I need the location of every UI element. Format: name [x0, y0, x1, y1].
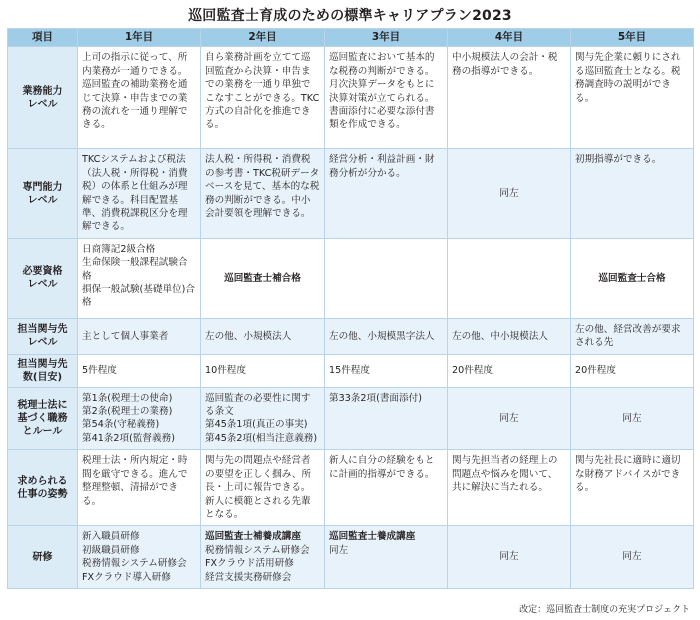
table-cell: 経営分析・利益計画・財務分析が分かる。	[325, 149, 448, 238]
column-header-year5: 5年目	[571, 29, 694, 47]
column-header-item: 項目	[8, 29, 78, 47]
row-label-work-attitude: 求められる 仕事の姿勢	[8, 450, 78, 526]
row-label-business-skill: 業務能力 レベル	[8, 47, 78, 149]
table-cell: 巡回監査士合格	[571, 238, 694, 318]
table-cell: 中小規模法人の会計・税務の指導ができる。	[448, 47, 571, 149]
header-row	[8, 29, 694, 47]
table-cell: 巡回監査士補養成講座 税務情報システム研修会 FXクラウド活用研修 経営支援実務研修会	[201, 526, 325, 589]
table-cell: 関与先社長に適時に適切な財務アドバイスができる。	[571, 450, 694, 526]
table-cell: 新入職員研修 初級職員研修 税務情報システム研修会 FXクラウド導入研修	[78, 526, 201, 589]
table-cell: 同左	[448, 387, 571, 450]
table-cell: 初期指導ができる。	[571, 149, 694, 238]
table-cell: 20件程度	[448, 354, 571, 387]
table-row-work-attitude	[8, 450, 694, 526]
row-label-tax-law-rules: 税理士法に 基づく職務 とルール	[8, 387, 78, 450]
table-row-client-count	[8, 354, 694, 387]
table-cell: 左の他、小規模黒字法人	[325, 318, 448, 354]
table-cell	[448, 238, 571, 318]
table-cell: 税理士法・所内規定・時間を厳守できる。進んで整理整頓、清掃ができる。	[78, 450, 201, 526]
table-cell: 左の他、中小規模法人	[448, 318, 571, 354]
column-header-year4: 4年目	[448, 29, 571, 47]
column-header-year1: 1年目	[78, 29, 201, 47]
table-cell: 自ら業務計画を立てて巡回監査から決算・申告までの業務を一通り単独でこなすことができる。TKC方式の自計化を推進できる。	[201, 47, 325, 149]
table-cell	[325, 238, 448, 318]
table-cell: 巡回監査士補合格	[201, 238, 325, 318]
table-cell: 主として個人事業者	[78, 318, 201, 354]
source-note: 改定：巡回監査士制度の充実プロジェクト	[519, 605, 690, 615]
table-cell: 20件程度	[571, 354, 694, 387]
table-row-expertise	[8, 149, 694, 238]
table-cell: 同左	[448, 526, 571, 589]
table-cell: 新人に自分の経験をもとに計画的指導ができる。	[325, 450, 448, 526]
table-cell: 第1条(税理士の使命) 第2条(税理士の業務) 第54条(守秘義務) 第41条2項(監督義務)	[78, 387, 201, 450]
career-plan-table	[7, 28, 694, 589]
table-cell: 10件程度	[201, 354, 325, 387]
table-cell: 巡回監査において基本的な税務の判断ができる。月次決算データをもとに決算対策が立てられる。書面添付に必要な添付書類を作成できる。	[325, 47, 448, 149]
table-cell: 5件程度	[78, 354, 201, 387]
table-cell: 左の他、小規模法人	[201, 318, 325, 354]
table-cell: 上司の指示に従って、所内業務が一通りできる。巡回監査の補助業務を通じて決算・申告までの業務の流れを一通り理解できる。	[78, 47, 201, 149]
row-label-training: 研修	[8, 526, 78, 589]
column-header-year2: 2年目	[201, 29, 325, 47]
column-header-year3: 3年目	[325, 29, 448, 47]
table-cell: 関与先の問題点や経営者の要望を正しく掴み、所長・上司に報告できる。新人に模範とされる先輩となる。	[201, 450, 325, 526]
table-cell: 関与先企業に頼りにされる巡回監査士となる。税務調査時の説明ができる。	[571, 47, 694, 149]
table-cell: 法人税・所得税・消費税の参考書・TKC税研データベースを見て、基本的な税務の判断ができる。中小会計要領を理解できる。	[201, 149, 325, 238]
table-cell: 同左	[571, 387, 694, 450]
table-cell: TKCシステムおよび税法（法人税・所得税・消費税）の体系と仕組みが理解できる。科目配置基準、消費税課税区分を理解できる。	[78, 149, 201, 238]
table-cell: 15件程度	[325, 354, 448, 387]
table-cell: 第33条2項(書面添付)	[325, 387, 448, 450]
row-label-client-level: 担当関与先 レベル	[8, 318, 78, 354]
table-row-client-level	[8, 318, 694, 354]
table-row-business-skill	[8, 47, 694, 149]
row-label-license: 必要資格 レベル	[8, 238, 78, 318]
table-cell: 左の他、経営改善が要求される先	[571, 318, 694, 354]
table-row-license	[8, 238, 694, 318]
table-cell: 関与先担当者の経理上の問題点や悩みを聞いて、共に解決に当たれる。	[448, 450, 571, 526]
table-row-training	[8, 526, 694, 589]
table-cell: 巡回監査の必要性に関する条文 第45条1項(真正の事実) 第45条2項(相当注意義務)	[201, 387, 325, 450]
table-cell: 同左	[571, 526, 694, 589]
row-label-client-count: 担当関与先 数(目安)	[8, 354, 78, 387]
page-title: 巡回監査士育成のための標準キャリアプラン2023	[188, 8, 512, 24]
table-cell: 巡回監査士養成講座 同左	[325, 526, 448, 589]
row-label-expertise: 専門能力 レベル	[8, 149, 78, 238]
table-cell: 日商簿記2級合格 生命保険一般課程試験合格 損保一般試験(基礎単位)合格	[78, 238, 201, 318]
table-cell: 同左	[448, 149, 571, 238]
table-row-tax-law-rules	[8, 387, 694, 450]
